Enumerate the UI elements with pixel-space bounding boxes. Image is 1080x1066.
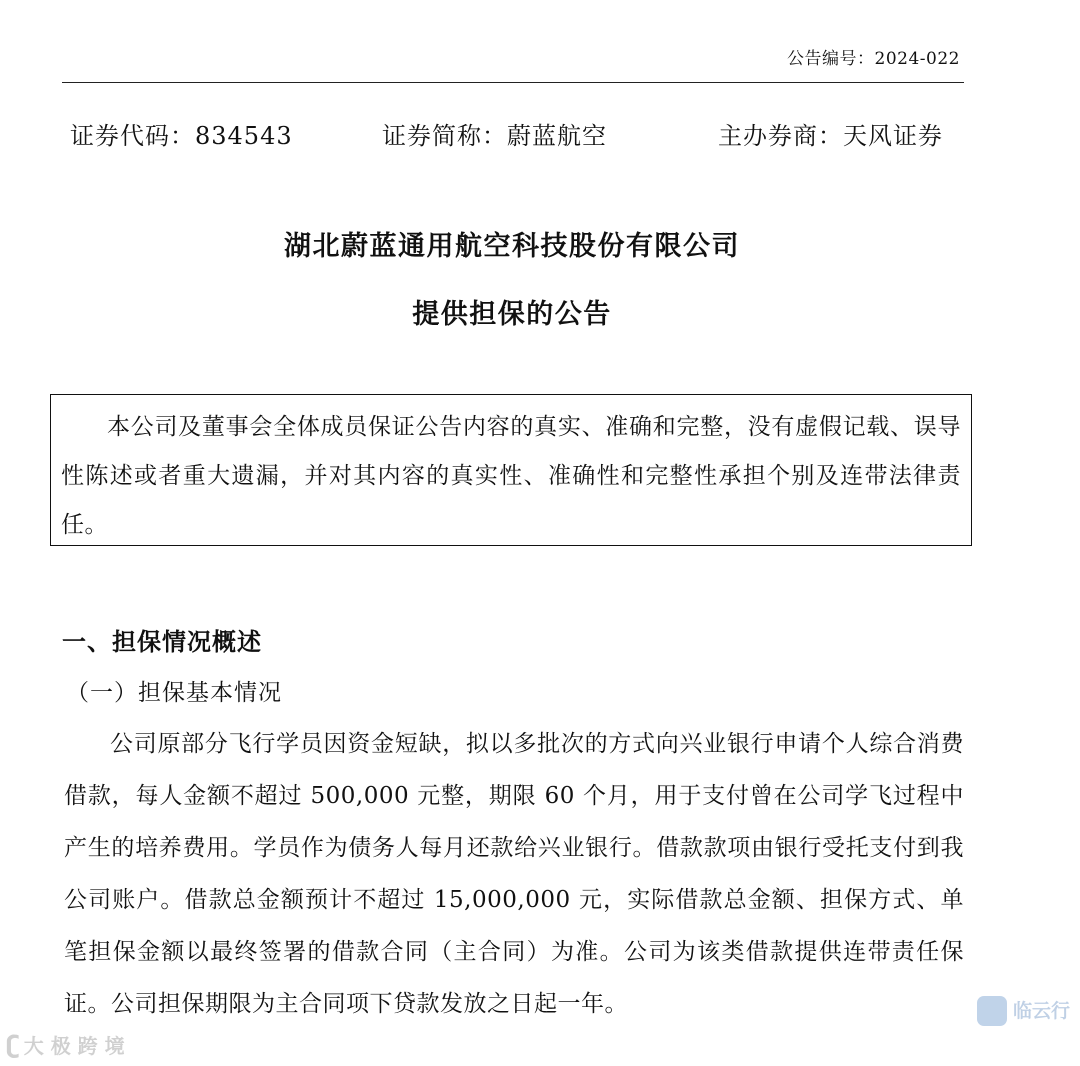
disclaimer-box [50, 394, 972, 546]
watermark-logo-icon: ʗ [6, 1030, 20, 1059]
watermark-left-text: 大 极 跨 境 [23, 1034, 125, 1058]
header-divider [62, 82, 964, 83]
section-heading: 一、担保情况概述 [62, 627, 262, 656]
notice-number: 公告编号：2024-022 [787, 49, 960, 69]
lead-broker: 主办券商：天风证券 [718, 122, 943, 150]
security-short-name: 证券简称：蔚蓝航空 [382, 122, 607, 150]
document-title: 提供担保的公告 [412, 299, 612, 330]
security-code: 证券代码：834543 [70, 122, 293, 150]
watermark-brand-icon [977, 996, 1007, 1026]
subsection-heading: （一）担保基本情况 [66, 680, 282, 706]
company-name: 湖北蔚蓝通用航空科技股份有限公司 [284, 231, 740, 262]
body-paragraph: 公司原部分飞行学员因资金短缺，拟以多批次的方式向兴业银行申请个人综合消费借款，每人金额不超过 500,000 元整，期限 60 个月，用于支付曾在公司学飞过程中产生的培养费用。学员作为债务人每月还款给兴业银行。借款款项由银行受托支付到我公司账户。借款总金额预计不超过 15,000,000 元，实际借款总金额、担保方式、单笔担保金额以最终签署的借款合同（主合同）为准。公司为该类借款提供连带责任保证。公司担保期限为主合同项下贷款发放之日起一年。 [64, 731, 964, 1017]
watermark-right-text: 临云行 [1012, 1000, 1070, 1022]
disclaimer-text: 本公司及董事会全体成员保证公告内容的真实、准确和完整，没有虚假记载、误导性陈述或者重大遗漏，并对其内容的真实性、准确性和完整性承担个别及连带法律责任。 [61, 414, 961, 538]
watermark-left [6, 1030, 125, 1059]
watermark-right [977, 996, 1070, 1026]
